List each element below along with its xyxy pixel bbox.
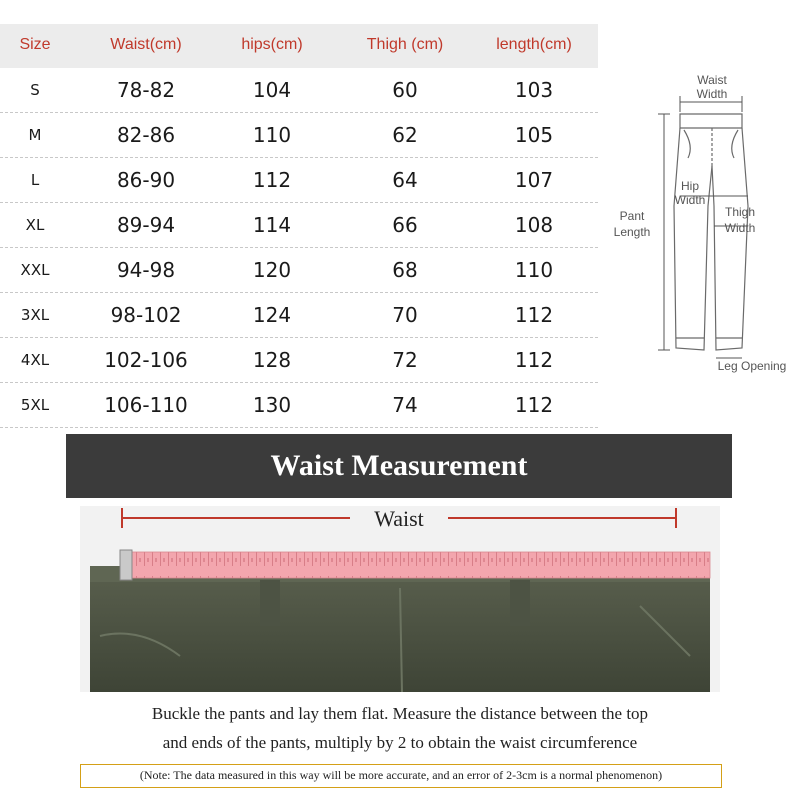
pants-measurement-diagram xyxy=(608,66,800,386)
cell-hips: 120 xyxy=(252,258,292,282)
waist-width-label-1: Waist xyxy=(697,73,727,87)
cell-length: 110 xyxy=(514,258,554,282)
cell-length: 103 xyxy=(514,78,554,102)
cell-length: 112 xyxy=(514,303,554,327)
cell-length: 108 xyxy=(514,213,554,237)
hip-width-label-2: Width xyxy=(674,193,706,207)
cell-hips: 110 xyxy=(252,123,292,147)
cell-waist: 89-94 xyxy=(116,213,176,237)
table-row xyxy=(0,203,598,248)
table-row xyxy=(0,158,598,203)
leg-opening-label: Leg Opening xyxy=(717,359,787,373)
table-row xyxy=(0,293,598,338)
cell-hips: 128 xyxy=(252,348,292,372)
pant-length-label-1: Pant xyxy=(619,209,645,223)
cell-size: 4XL xyxy=(20,351,50,369)
cell-length: 105 xyxy=(514,123,554,147)
thigh-width-label-2: Width xyxy=(724,221,756,235)
table-row xyxy=(0,248,598,293)
banner-title: Waist Measurement xyxy=(270,449,528,482)
table-header-row xyxy=(0,24,598,68)
instruction-line-2: and ends of the pants, multiply by 2 to obtain the waist circumference xyxy=(162,733,638,752)
cell-hips: 124 xyxy=(252,303,292,327)
table-row xyxy=(0,338,598,383)
cell-waist: 82-86 xyxy=(116,123,176,147)
cell-waist: 102-106 xyxy=(104,348,188,372)
cell-waist: 106-110 xyxy=(104,393,188,417)
pant-length-label-2: Length xyxy=(613,225,651,239)
cell-thigh: 72 xyxy=(392,348,418,372)
table-row xyxy=(0,113,598,158)
cell-length: 112 xyxy=(514,393,554,417)
cell-thigh: 74 xyxy=(392,393,418,417)
measurement-note: (Note: The data measured in this way will be more accurate, and an error of 2-3cm is a normal phenomenon) xyxy=(80,764,722,788)
waist-label: Waist xyxy=(374,506,424,531)
cell-thigh: 66 xyxy=(392,213,418,237)
cell-size: 3XL xyxy=(20,306,50,324)
cell-waist: 98-102 xyxy=(110,303,182,327)
header-hips: hips(cm) xyxy=(241,36,303,53)
cell-waist: 78-82 xyxy=(116,78,176,102)
instruction-line-1: Buckle the pants and lay them flat. Measure the distance between the top xyxy=(151,704,649,723)
header-thigh: Thigh (cm) xyxy=(366,36,444,53)
cell-thigh: 62 xyxy=(392,123,418,147)
cell-size: XL xyxy=(25,216,45,234)
cell-length: 112 xyxy=(514,348,554,372)
table-row xyxy=(0,383,598,428)
cell-length: 107 xyxy=(514,168,554,192)
cell-hips: 112 xyxy=(252,168,292,192)
waist-measurement-banner xyxy=(66,434,732,498)
waist-measurement-photo xyxy=(80,506,720,692)
pants-outline-icon xyxy=(608,66,800,386)
cell-size: S xyxy=(30,81,40,99)
cell-size: M xyxy=(28,126,42,144)
waist-width-label-2: Width xyxy=(696,87,728,101)
cell-hips: 114 xyxy=(252,213,292,237)
cell-hips: 130 xyxy=(252,393,292,417)
cell-thigh: 70 xyxy=(392,303,418,327)
cell-thigh: 64 xyxy=(392,168,418,192)
header-size: Size xyxy=(19,36,51,53)
size-chart-table xyxy=(0,24,598,428)
thigh-width-label-1: Thigh xyxy=(724,205,756,219)
tape-measure-on-pants-icon xyxy=(80,506,720,692)
cell-hips: 104 xyxy=(252,78,292,102)
hip-width-label-1: Hip xyxy=(680,179,700,193)
cell-size: L xyxy=(30,171,40,189)
cell-waist: 94-98 xyxy=(116,258,176,282)
cell-thigh: 60 xyxy=(392,78,418,102)
header-length: length(cm) xyxy=(496,36,572,53)
cell-waist: 86-90 xyxy=(116,168,176,192)
header-waist: Waist(cm) xyxy=(110,36,182,53)
table-row xyxy=(0,68,598,113)
cell-size: XXL xyxy=(20,261,50,279)
cell-thigh: 68 xyxy=(392,258,418,282)
cell-size: 5XL xyxy=(20,396,50,414)
